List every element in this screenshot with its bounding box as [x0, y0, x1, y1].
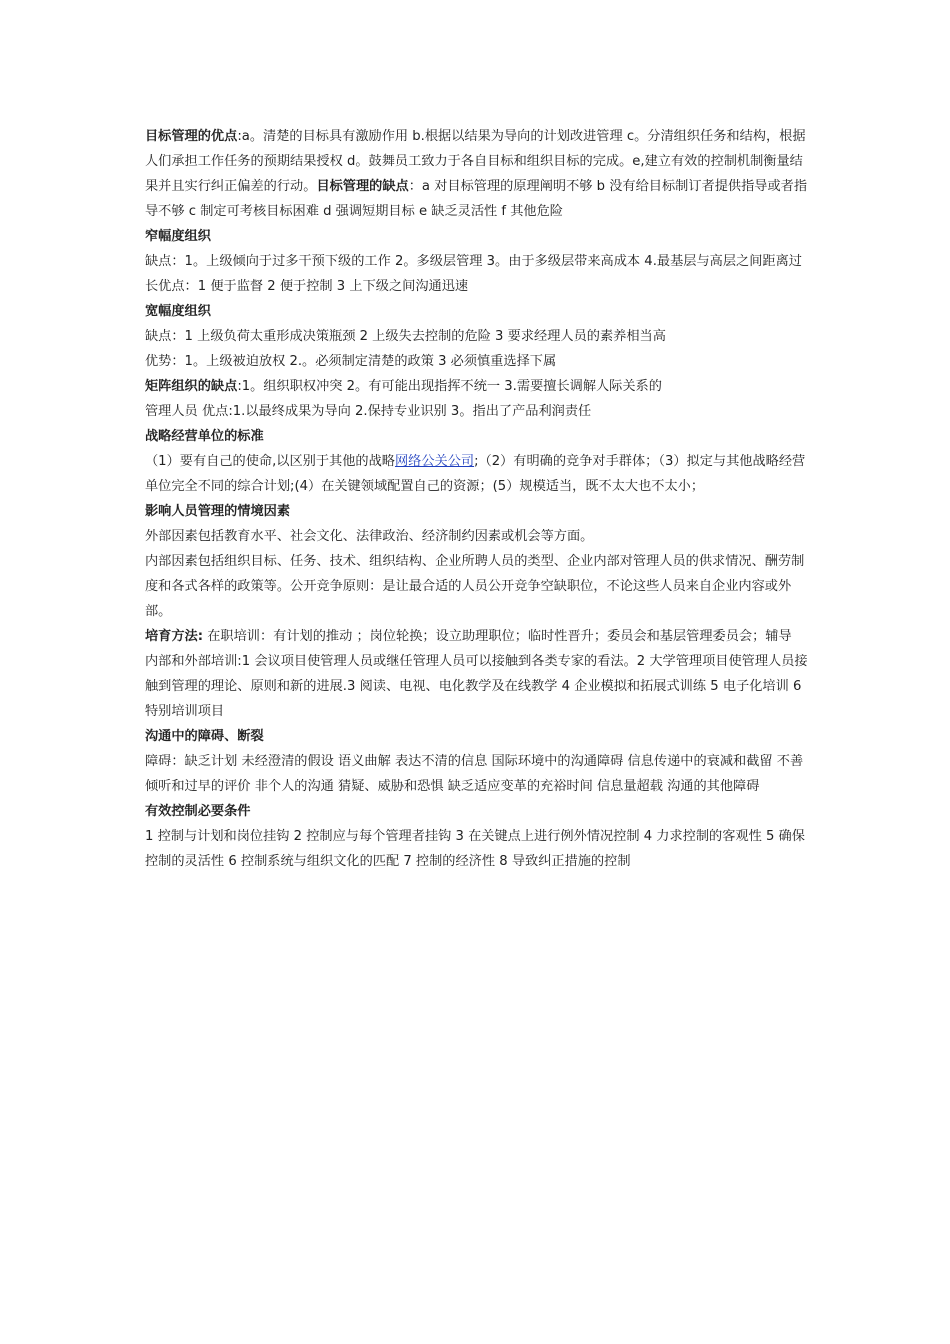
pr-company-link[interactable]: 网络公关公司 — [394, 454, 475, 469]
situational-factors-heading: 影响人员管理的情境因素 — [145, 504, 291, 519]
sbu-heading: 战略经营单位的标准 — [145, 429, 264, 444]
matrix-disadvantages-text: :1。组织职权冲突 2。有可能出现指挥不统一 3.需要擅长调解人际关系的 — [237, 379, 662, 394]
effective-control-text: 1 控制与计划和岗位挂钩 2 控制应与每个管理者挂钩 3 在关键点上进行例外情况控制 4 力求控制的客观性 5 确保控制的灵活性 6 控制系统与组织文化的匹配 7 控制的经济性 8 导致纠正措施的控制 — [145, 829, 805, 869]
wide-span-heading: 宽幅度组织 — [145, 304, 211, 319]
sbu-text-part2: ;（2）有明确的竞争对手群体；（3）拟定与其他战略经营单位完全不同的综合计划;(4）在关键领域配置自己的资源；(5）规模适当，既不太大也不太小； — [145, 454, 806, 494]
mbo-advantages-text: :a。清楚的目标具有激励作用 b.根据以结果为导向的计划改进管理 c。分清组织任务和结构，根据人们承担工作任务的预期结果授权 d。鼓舞员工致力于各自目标和组织目标的完成。e,建立有效的控制机制衡量结果并且实行纠正偏差的行动。 — [145, 129, 806, 194]
mbo-paragraph — [145, 124, 811, 224]
internal-factors-text: 内部因素包括组织目标、任务、技术、组织结构、企业所聘人员的类型、企业内部对管理人员的供求情况、酬劳制度和各式各样的政策等。公开竞争原则：是让最合适的人员公开竞争空缺职位，不论这些人员来自企业内容或外部。 — [145, 554, 805, 619]
document-body — [145, 124, 811, 874]
matrix-advantages-text: 管理人员 优点:1.以最终成果为导向 2.保持专业识别 3。指出了产品利润责任 — [145, 404, 592, 419]
training-onjob-text: 在职培训：有计划的推动 ；岗位轮换；设立助理职位；临时性晋升；委员会和基层管理委员会；辅导 — [203, 629, 792, 644]
matrix-heading: 矩阵组织的缺点 — [145, 379, 238, 394]
wide-span-advantages: 优势：1。上级被迫放权 2.。必须制定清楚的政策 3 必须慎重选择下属 — [145, 354, 557, 369]
mbo-disadvantages-text: ：a 对目标管理的原理阐明不够 b 没有给目标制订者提供指导或者指导不够 c 制定可考核目标困难 d 强调短期目标 e 缺乏灵活性 f 其他危险 — [145, 179, 808, 219]
effective-control-heading: 有效控制必要条件 — [145, 804, 251, 819]
matrix-paragraph — [145, 374, 811, 399]
wide-span-disadvantages: 缺点：1 上级负荷太重形成决策瓶颈 2 上级失去控制的危险 3 要求经理人员的素养相当高 — [145, 329, 666, 344]
mbo-advantages-heading: 目标管理的优点 — [145, 129, 238, 144]
sbu-text-part1: （1）要有自己的使命,以区别于其他的战略 — [145, 454, 395, 469]
external-factors-text: 外部因素包括教育水平、社会文化、法律政治、经济制约因素或机会等方面。 — [145, 529, 594, 544]
training-paragraph — [145, 624, 811, 649]
communication-barriers-heading: 沟通中的障碍、断裂 — [145, 729, 264, 744]
narrow-span-heading: 窄幅度组织 — [145, 229, 211, 244]
training-heading: 培育方法: — [145, 629, 204, 644]
mbo-disadvantages-heading: 目标管理的缺点 — [316, 179, 409, 194]
training-internal-external-text: 内部和外部培训:1 会议项目使管理人员或继任管理人员可以接触到各类专家的看法。2 大学管理项目使管理人员接触到管理的理论、原则和新的进展.3 阅读、电视、电化教学及在线教学 4 企业模拟和拓展式训练 5 电子化培训 6 特别培训项目 — [145, 654, 808, 719]
sbu-text — [145, 449, 811, 499]
communication-barriers-text: 障碍：缺乏计划 未经澄清的假设 语义曲解 表达不清的信息 国际环境中的沟通障碍 信息传递中的衰减和截留 不善倾听和过早的评价 非个人的沟通 猜疑、威胁和恐惧 缺乏适应变革的充裕时间 信息量超载 沟通的其他障碍 — [145, 754, 804, 794]
narrow-span-text: 缺点：1。上级倾向于过多干预下级的工作 2。多级层管理 3。由于多级层带来高成本 4.最基层与高层之间距离过长优点：1 便于监督 2 便于控制 3 上下级之间沟通迅速 — [145, 254, 802, 294]
